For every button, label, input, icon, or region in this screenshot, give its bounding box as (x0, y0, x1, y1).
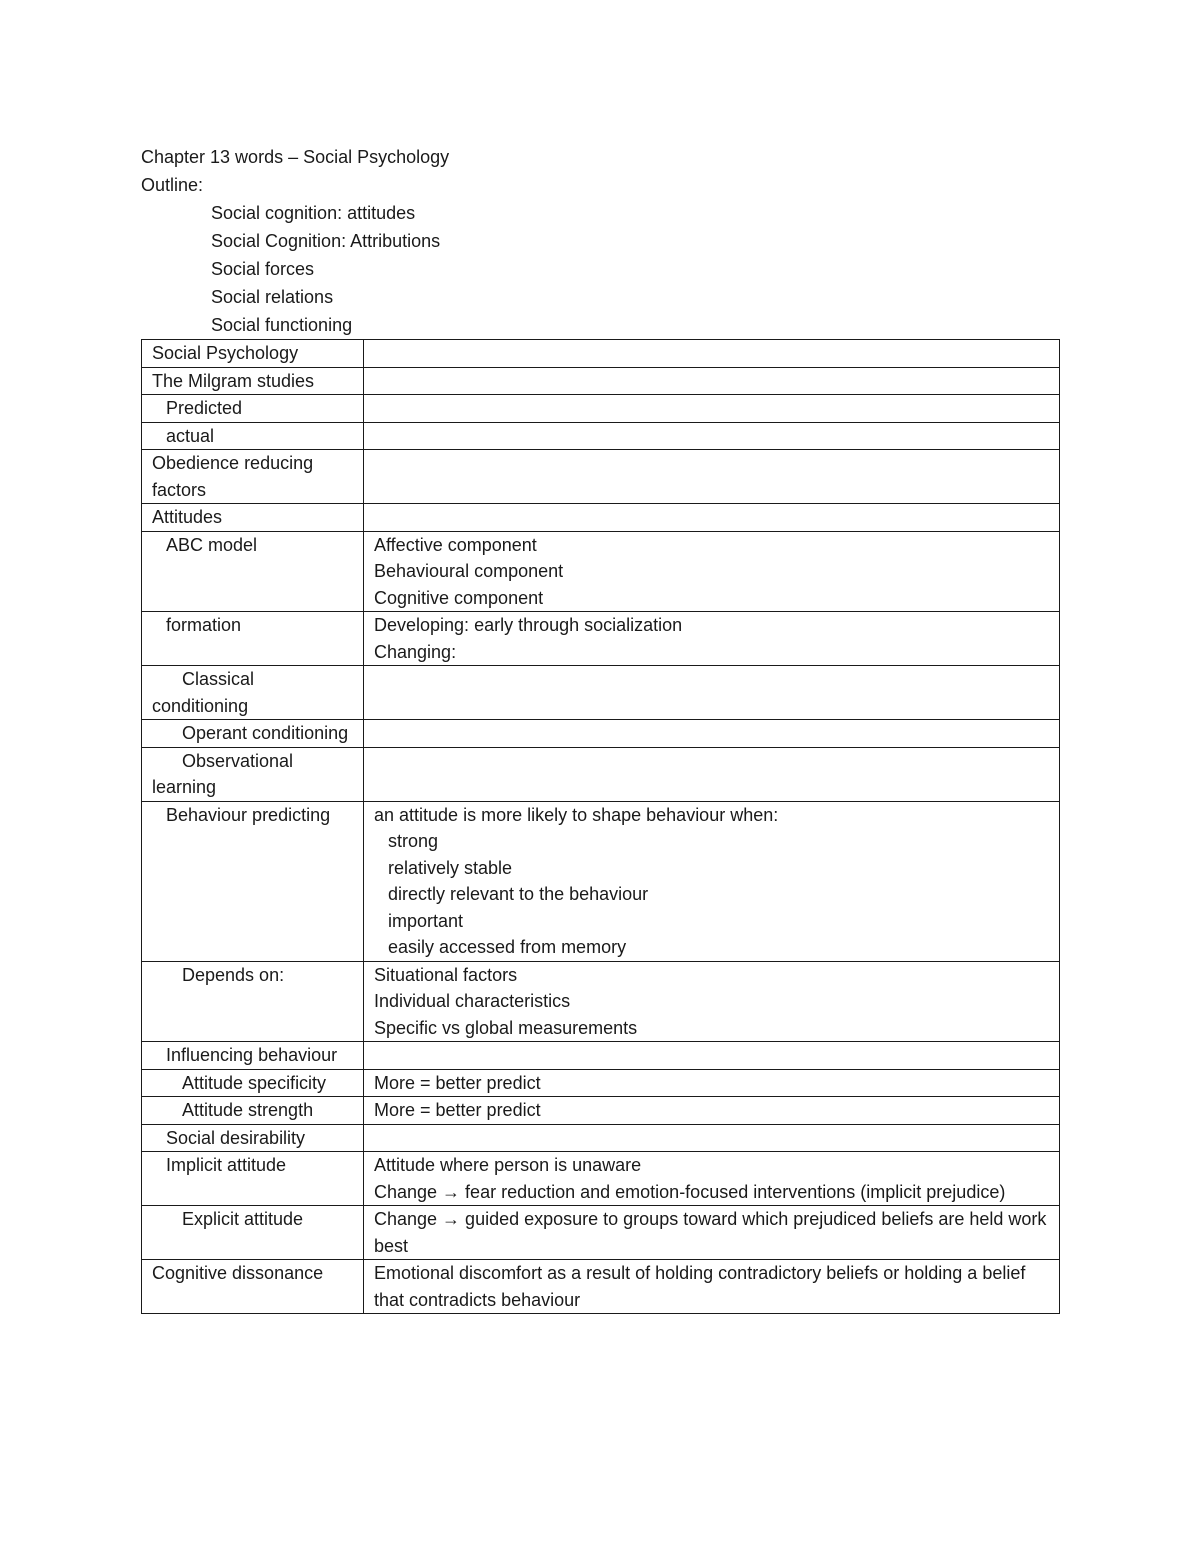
definition-line: relatively stable (388, 857, 513, 878)
table-row (142, 1042, 1060, 1070)
term-text: Predicted (166, 398, 243, 418)
document-page (141, 143, 1059, 1314)
term-text: Classical conditioning (152, 669, 255, 716)
table-row (142, 422, 1060, 450)
term-cell (142, 612, 364, 666)
term-text: Obedience reducing factors (152, 453, 314, 500)
term-text: The Milgram studies (152, 370, 315, 391)
term-text: ABC model (166, 534, 258, 555)
definition-cell (364, 801, 1060, 961)
definition-cell (364, 504, 1060, 532)
definition-cell (364, 531, 1060, 612)
term-text: Operant conditioning (182, 723, 349, 743)
term-cell (142, 1042, 364, 1070)
definition-cell (364, 340, 1060, 368)
term-cell (142, 1206, 364, 1260)
definition-cell (364, 1152, 1060, 1206)
definition-line: Situational factors (374, 964, 518, 985)
term-cell (142, 450, 364, 504)
table-row (142, 612, 1060, 666)
term-text: Influencing behaviour (166, 1045, 338, 1065)
term-text: Implicit attitude (166, 1155, 287, 1175)
definition-line: Change → fear reduction and emotion-focused interventions (implicit prejudice) (374, 1181, 1006, 1202)
table-row (142, 666, 1060, 720)
table-row (142, 961, 1060, 1042)
table-row (142, 1206, 1060, 1260)
definition-line: More = better predict (374, 1072, 541, 1093)
term-cell (142, 1069, 364, 1097)
term-cell (142, 666, 364, 720)
table-row (142, 340, 1060, 368)
term-cell (142, 340, 364, 368)
definition-line: easily accessed from memory (388, 937, 627, 957)
definition-line: Individual characteristics (374, 991, 571, 1011)
definition-line: directly relevant to the behaviour (388, 884, 649, 904)
definition-line: strong (388, 831, 439, 851)
term-cell (142, 801, 364, 961)
term-text: actual (166, 425, 215, 446)
table-row (142, 1124, 1060, 1152)
definition-line: Cognitive component (374, 587, 544, 608)
definition-cell (364, 450, 1060, 504)
definition-line: Specific vs global measurements (374, 1017, 638, 1038)
outline-item: Social functioning (211, 315, 353, 335)
table-row (142, 1152, 1060, 1206)
definition-line: an attitude is more likely to shape behaviour when: (374, 804, 779, 825)
term-text: Attitude specificity (182, 1072, 327, 1093)
term-text: Observational learning (152, 750, 294, 797)
definition-cell (364, 1097, 1060, 1125)
definition-cell (364, 1124, 1060, 1152)
term-cell (142, 961, 364, 1042)
definition-cell (364, 747, 1060, 801)
definition-line: Affective component (374, 534, 537, 555)
definition-cell (364, 367, 1060, 395)
definition-cell (364, 666, 1060, 720)
term-text: Attitudes (152, 507, 223, 527)
table-row (142, 367, 1060, 395)
vocabulary-table (141, 339, 1060, 1314)
term-cell (142, 367, 364, 395)
definition-cell (364, 395, 1060, 423)
term-cell (142, 504, 364, 532)
term-text: Explicit attitude (182, 1209, 304, 1229)
term-text: Attitude strength (182, 1100, 314, 1120)
term-cell (142, 720, 364, 748)
term-cell (142, 395, 364, 423)
term-text: Behaviour predicting (166, 804, 331, 825)
definition-line: important (388, 910, 464, 931)
outline-item: Social cognition: attitudes (211, 203, 416, 223)
term-cell (142, 531, 364, 612)
definition-line: Developing: early through socialization (374, 615, 683, 635)
outline-label: Outline: (141, 175, 204, 195)
table-row (142, 747, 1060, 801)
definition-cell (364, 612, 1060, 666)
table-row (142, 1097, 1060, 1125)
definition-line: Behavioural component (374, 561, 564, 581)
table-row (142, 504, 1060, 532)
term-text: Social Psychology (152, 343, 299, 363)
term-text: Depends on: (182, 964, 285, 985)
table-row (142, 531, 1060, 612)
table-row (142, 1260, 1060, 1314)
term-text: Cognitive dissonance (152, 1263, 324, 1283)
definition-cell (364, 1069, 1060, 1097)
table-row (142, 395, 1060, 423)
term-cell (142, 1260, 364, 1314)
definition-cell (364, 1042, 1060, 1070)
table-row (142, 801, 1060, 961)
table-row (142, 1069, 1060, 1097)
outline-item: Social forces (211, 259, 315, 279)
term-cell (142, 422, 364, 450)
term-text: formation (166, 615, 242, 635)
term-cell (142, 747, 364, 801)
table-row (142, 720, 1060, 748)
term-cell (142, 1152, 364, 1206)
term-cell (142, 1124, 364, 1152)
definition-line: More = better predict (374, 1100, 541, 1120)
outline-item: Social relations (211, 287, 334, 307)
term-cell (142, 1097, 364, 1125)
vocabulary-table-body (142, 340, 1060, 1314)
definition-cell (364, 1260, 1060, 1314)
definition-cell (364, 961, 1060, 1042)
document-title: Chapter 13 words – Social Psychology (141, 147, 450, 167)
definition-line: Changing: (374, 641, 457, 662)
definition-line: Attitude where person is unaware (374, 1155, 642, 1175)
definition-line: Change → guided exposure to groups toward which prejudiced beliefs are held work best (374, 1209, 1047, 1256)
term-text: Social desirability (166, 1127, 306, 1148)
outline-item: Social Cognition: Attributions (211, 231, 441, 251)
definition-cell (364, 422, 1060, 450)
table-row (142, 450, 1060, 504)
definition-line: Emotional discomfort as a result of holding contradictory beliefs or holding a belief that contradicts behaviour (374, 1263, 1026, 1310)
definition-cell (364, 720, 1060, 748)
definition-cell (364, 1206, 1060, 1260)
